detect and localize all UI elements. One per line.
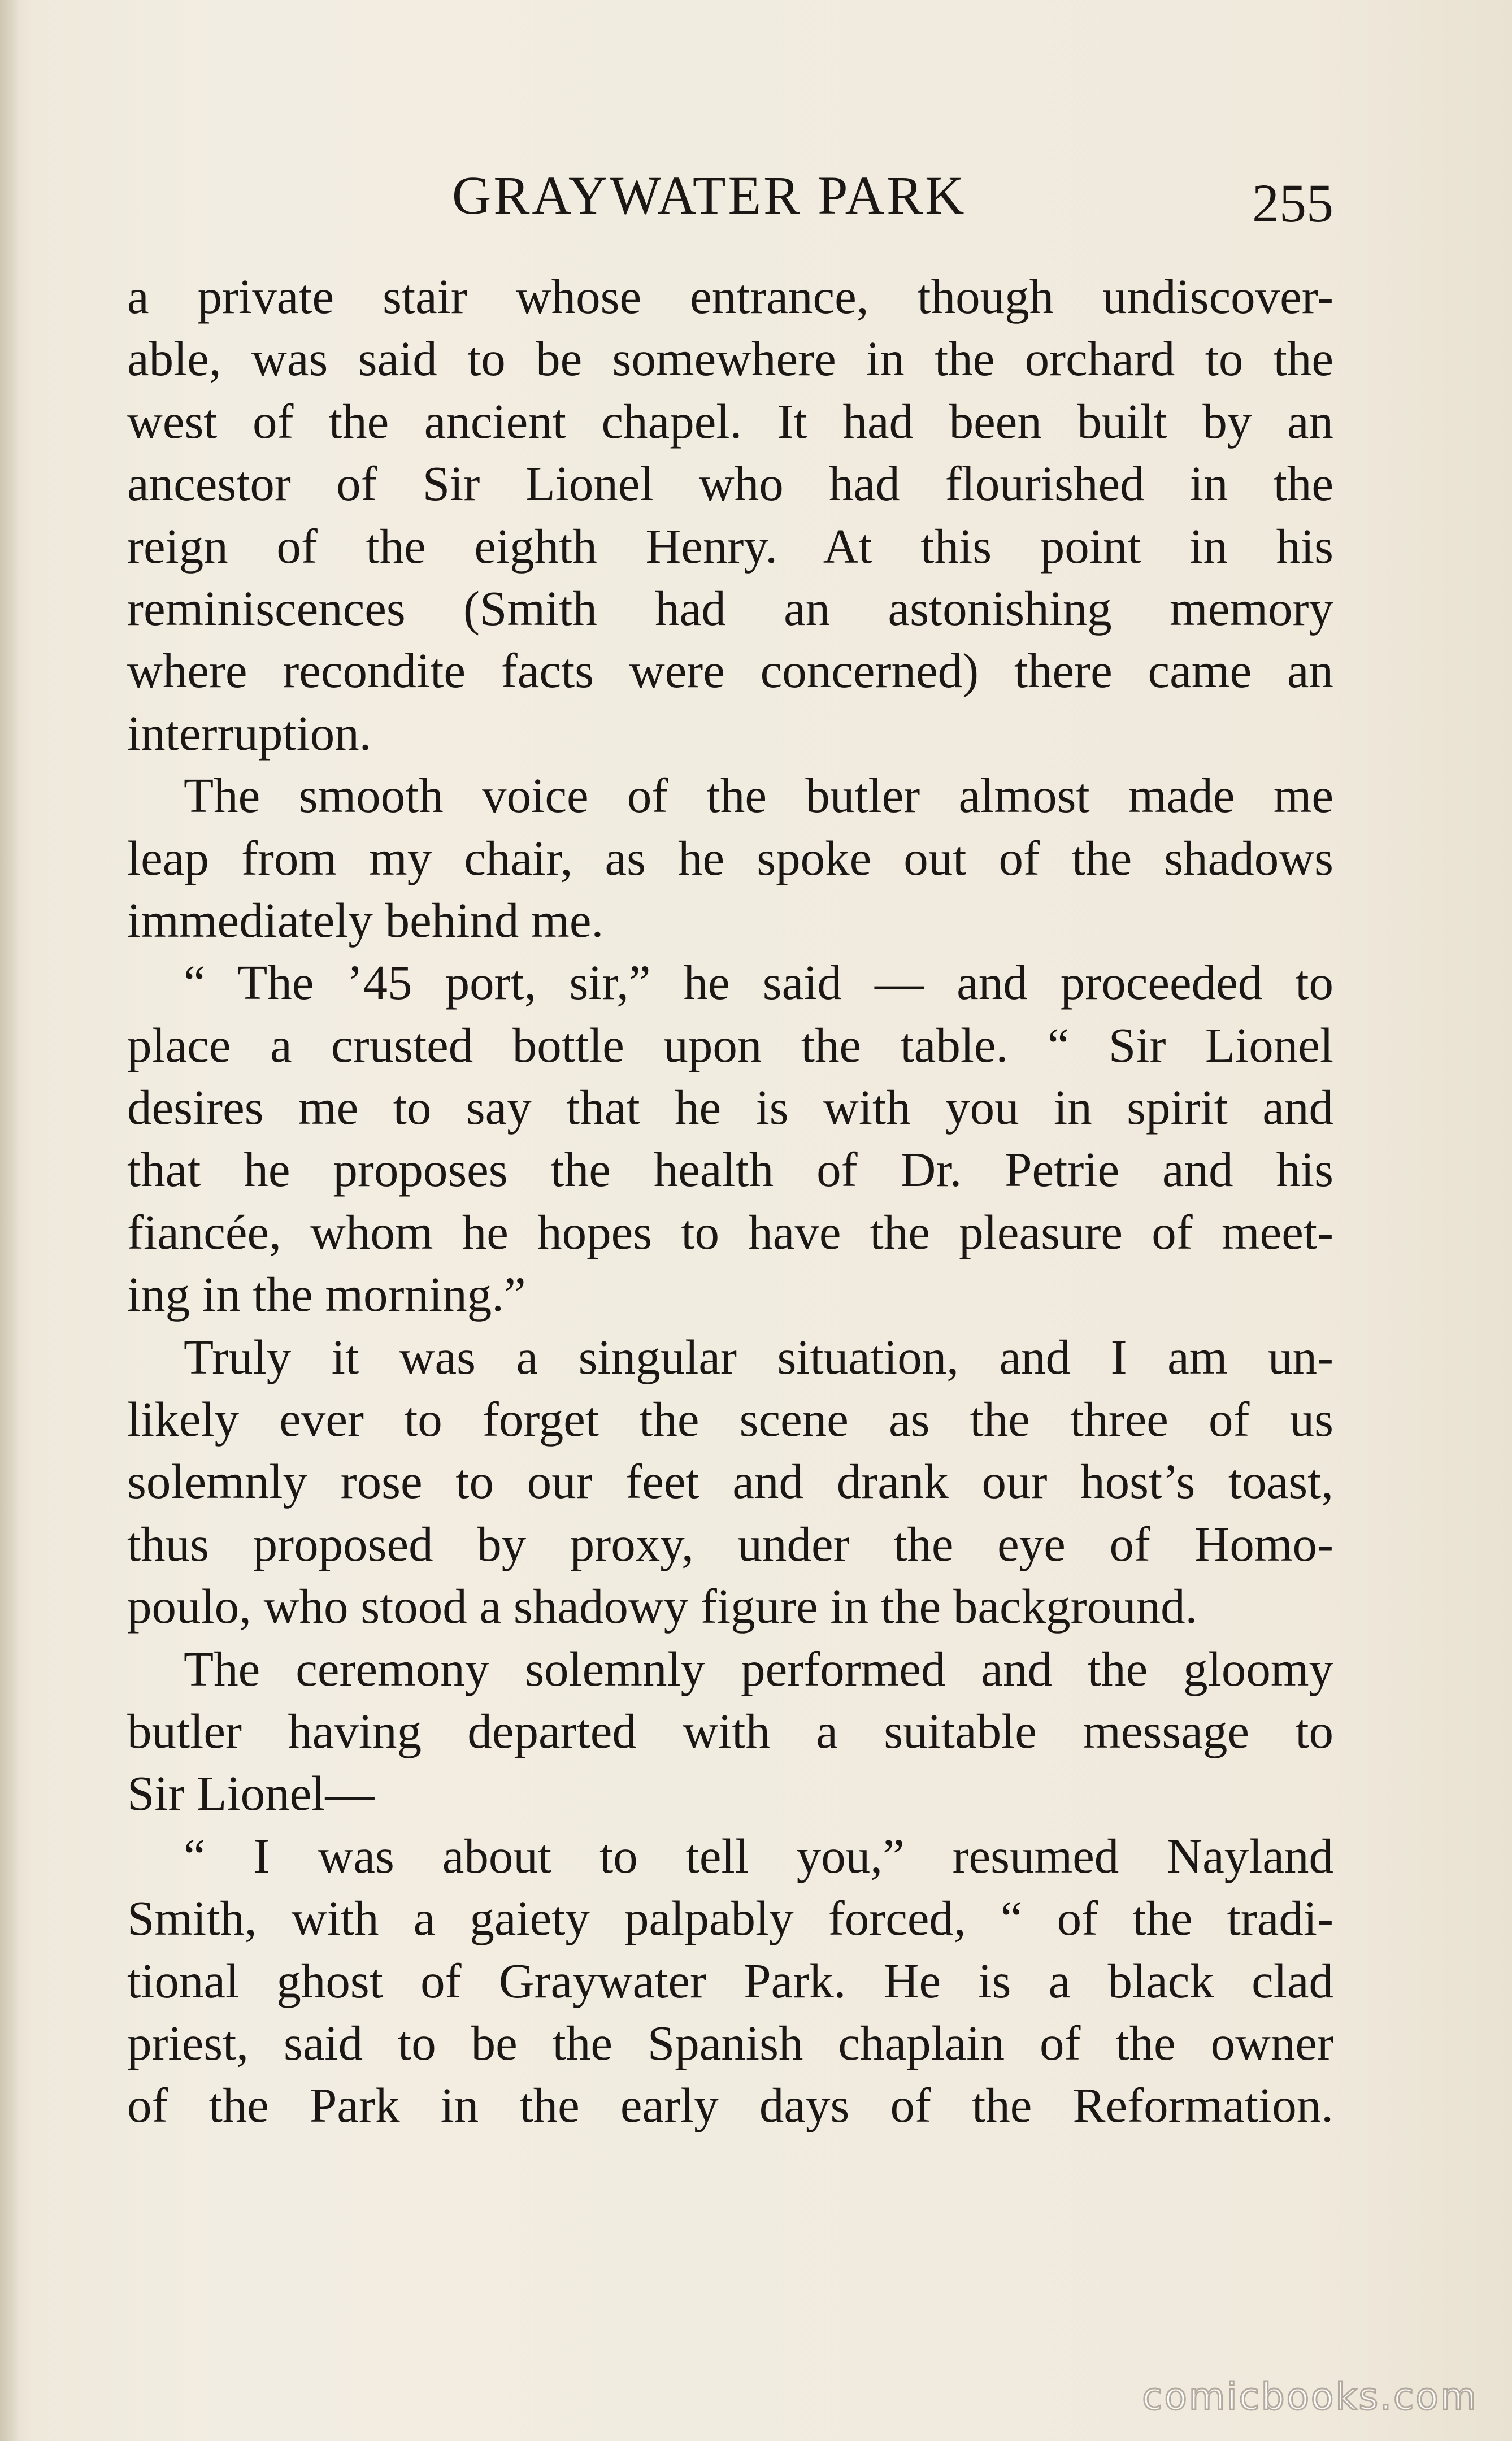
text-line: leap from my chair, as he spoke out of the shadows xyxy=(127,830,1333,885)
text-line: solemnly rose to our feet and drank our host’s toast, xyxy=(127,1454,1333,1509)
text-line: a private stair whose entrance, though undiscover- xyxy=(127,269,1333,324)
text-line: Smith, with a gaiety palpably forced, “ of the tradi- xyxy=(127,1891,1333,1946)
paragraph xyxy=(127,952,1333,1326)
paragraph xyxy=(127,266,1333,765)
text-line: place a crusted bottle upon the table. “ Sir Lionel xyxy=(127,1017,1333,1072)
text-line: desires me to say that he is with you in spirit and xyxy=(127,1080,1333,1135)
text-line: Truly it was a singular situation, and I am un- xyxy=(184,1329,1333,1384)
paragraph xyxy=(127,765,1333,952)
text-line: poulo, who stood a shadowy figure in the background. xyxy=(127,1579,1198,1634)
watermark: comicbooks.com xyxy=(1142,2375,1478,2418)
text-line: where recondite facts were concerned) there came an xyxy=(127,643,1333,698)
text-line: “ The ’45 port, sir,” he said — and proceeded to xyxy=(184,955,1333,1010)
text-line: priest, said to be the Spanish chaplain of the owner xyxy=(127,2015,1333,2070)
text-line: reign of the eighth Henry. At this point in his xyxy=(127,518,1333,574)
text-line: Sir Lionel— xyxy=(127,1766,375,1821)
text-line: “ I was about to tell you,” resumed Nayland xyxy=(184,1828,1333,1883)
spine-shadow xyxy=(0,0,19,2441)
text-line: The smooth voice of the butler almost made me xyxy=(184,768,1333,823)
body-text xyxy=(127,266,1333,2137)
text-line: likely ever to forget the scene as the three of us xyxy=(127,1392,1333,1447)
text-line: butler having departed with a suitable message to xyxy=(127,1703,1333,1758)
text-line: reminiscences (Smith had an astonishing memory xyxy=(127,580,1333,636)
text-line: able, was said to be somewhere in the orchard to the xyxy=(127,331,1333,386)
page-number: 255 xyxy=(1252,173,1333,233)
page-header xyxy=(130,164,1333,243)
text-line: that he proposes the health of Dr. Petrie and his xyxy=(127,1142,1333,1197)
text-line: The ceremony solemnly performed and the gloomy xyxy=(184,1641,1333,1696)
text-line: ancestor of Sir Lionel who had flourished in the xyxy=(127,456,1333,511)
text-line: fiancée, whom he hopes to have the pleasure of meet- xyxy=(127,1204,1333,1259)
text-line: thus proposed by proxy, under the eye of Homo- xyxy=(127,1516,1333,1571)
text-line: tional ghost of Graywater Park. He is a black clad xyxy=(127,1953,1333,2008)
paragraph xyxy=(127,1326,1333,1638)
text-line: interruption. xyxy=(127,705,372,761)
text-line: immediately behind me. xyxy=(127,892,604,948)
text-line: ing in the morning.” xyxy=(127,1267,526,1322)
running-head: GRAYWATER PARK xyxy=(452,165,967,225)
paragraph xyxy=(127,1825,1333,2137)
text-line: west of the ancient chapel. It had been built by an xyxy=(127,393,1333,449)
text-line: of the Park in the early days of the Reformation. xyxy=(127,2078,1333,2133)
paragraph xyxy=(127,1638,1333,1825)
